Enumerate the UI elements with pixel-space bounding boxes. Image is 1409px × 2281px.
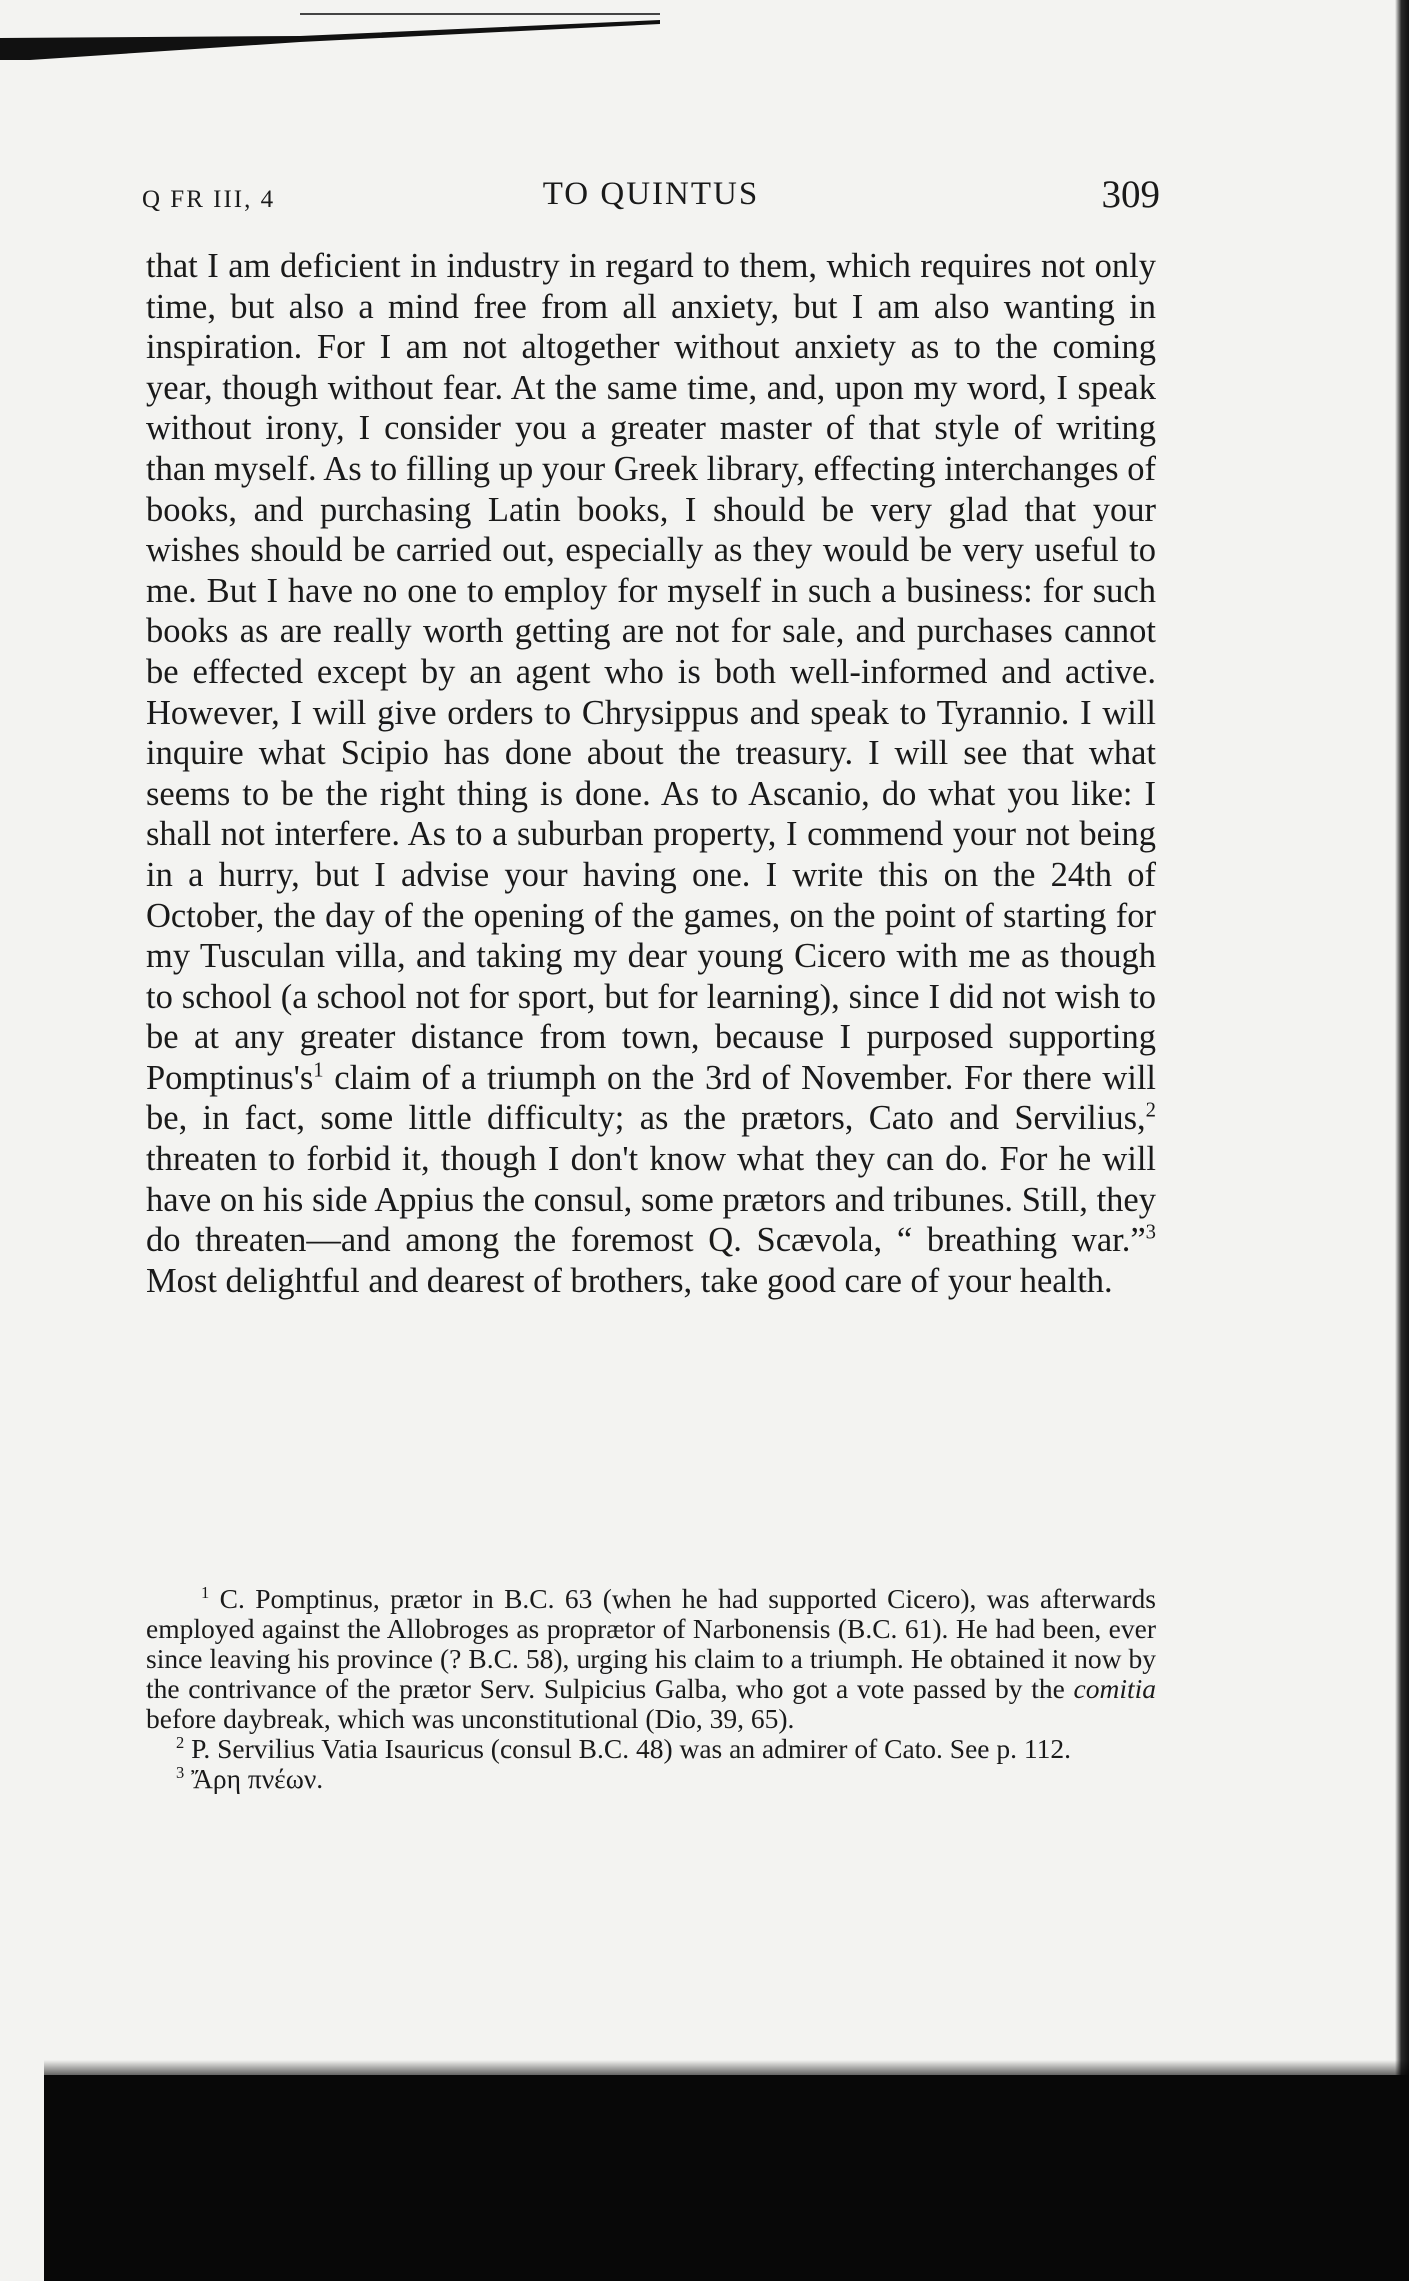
footnote-1-marker: 1 bbox=[201, 1582, 210, 1602]
letter-body bbox=[146, 246, 1156, 1301]
footnote-ref-1: 1 bbox=[313, 1059, 324, 1082]
top-scan-rule bbox=[0, 0, 660, 60]
footnote-1 bbox=[146, 1584, 1156, 1734]
scan-bottom-border bbox=[44, 2075, 1409, 2281]
footnote-3-marker: 3 bbox=[176, 1762, 185, 1782]
body-text-part-4: Most delightful and dearest of brothers, take good care of your health. bbox=[146, 1261, 1113, 1300]
body-text-part-2: claim of a triumph on the 3rd of November. For there will be, in fact, some little difficulty; as the prætors, Cato and Servilius, bbox=[146, 1058, 1156, 1138]
footnote-2-text: P. Servilius Vatia Isauricus (consul B.C. 48) was an admirer of Cato. See p. 112. bbox=[184, 1733, 1071, 1764]
footnote-1-text-a: C. Pomptinus, prætor in B.C. 63 (when he had supported Cicero), was afterwards employed against the Allobroges as proprætor of Narbonensis (B.C. 61). He had been, ever since leaving his province (? B.C. 58), urging his claim to a triumph. He obtained it now by the contrivance of the prætor Serv. Sulpicius Galba, who got a vote passed by the bbox=[146, 1583, 1156, 1704]
footnotes bbox=[146, 1584, 1156, 1794]
footnote-ref-2: 2 bbox=[1145, 1099, 1156, 1122]
page-number: 309 bbox=[1101, 173, 1160, 216]
header-title: TO QUINTUS bbox=[542, 176, 760, 212]
header-reference: Q FR III, 4 bbox=[142, 186, 276, 213]
footnote-ref-3: 3 bbox=[1145, 1221, 1156, 1244]
footnote-1-text-b: before daybreak, which was unconstitutional (Dio, 39, 65). bbox=[146, 1703, 795, 1734]
footnote-3-text: Ἄρη πνέων. bbox=[184, 1763, 324, 1794]
footnote-2 bbox=[146, 1734, 1156, 1764]
footnote-1-emphasis: comitia bbox=[1073, 1673, 1156, 1704]
running-header bbox=[142, 172, 1160, 222]
footnote-2-marker: 2 bbox=[176, 1732, 185, 1752]
page-edge-shadow bbox=[1395, 0, 1409, 2100]
body-text-part-1: that I am deficient in industry in regard to them, which requires not only time, but also a mind free from all anxiety, but I am also wanting in inspiration. For I am not altogether without anxiety as to the coming year, though without fear. At the same time, and, upon my word, I speak without irony, I consider you a greater master of that style of writing than myself. As to filling up your Greek library, effecting interchanges of books, and purchasing Latin books, I should be very glad that your wishes should be carried out, especially as they would be very useful to me. But I have no one to employ for myself in such a business: for such books as are really worth getting are not for sale, and purchases cannot be effected except by an agent who is both well-informed and active. However, I will give orders to Chrysippus and speak to Tyrannio. I will inquire what Scipio has done about the treasury. I will see that what seems to be the right thing is done. As to Ascanio, do what you like: I shall not interfere. As to a suburban property, I commend your not being in a hurry, but I advise your having one. I write this on the 24th of October, the day of the opening of the games, on the point of starting for my Tusculan villa, and taking my dear young Cicero with me as though to school (a school not for sport, but for learning), since I did not wish to be at any greater distance from town, because I purposed supporting Pomptinus's bbox=[146, 247, 1156, 1097]
body-text-part-3: threaten to forbid it, though I don't know what they can do. For he will have on his side Appius the consul, some prætors and tribunes. Still, they do threaten—and among the foremost Q. Scævola, “ breathing war.” bbox=[146, 1140, 1156, 1260]
footnote-3 bbox=[146, 1764, 1156, 1794]
